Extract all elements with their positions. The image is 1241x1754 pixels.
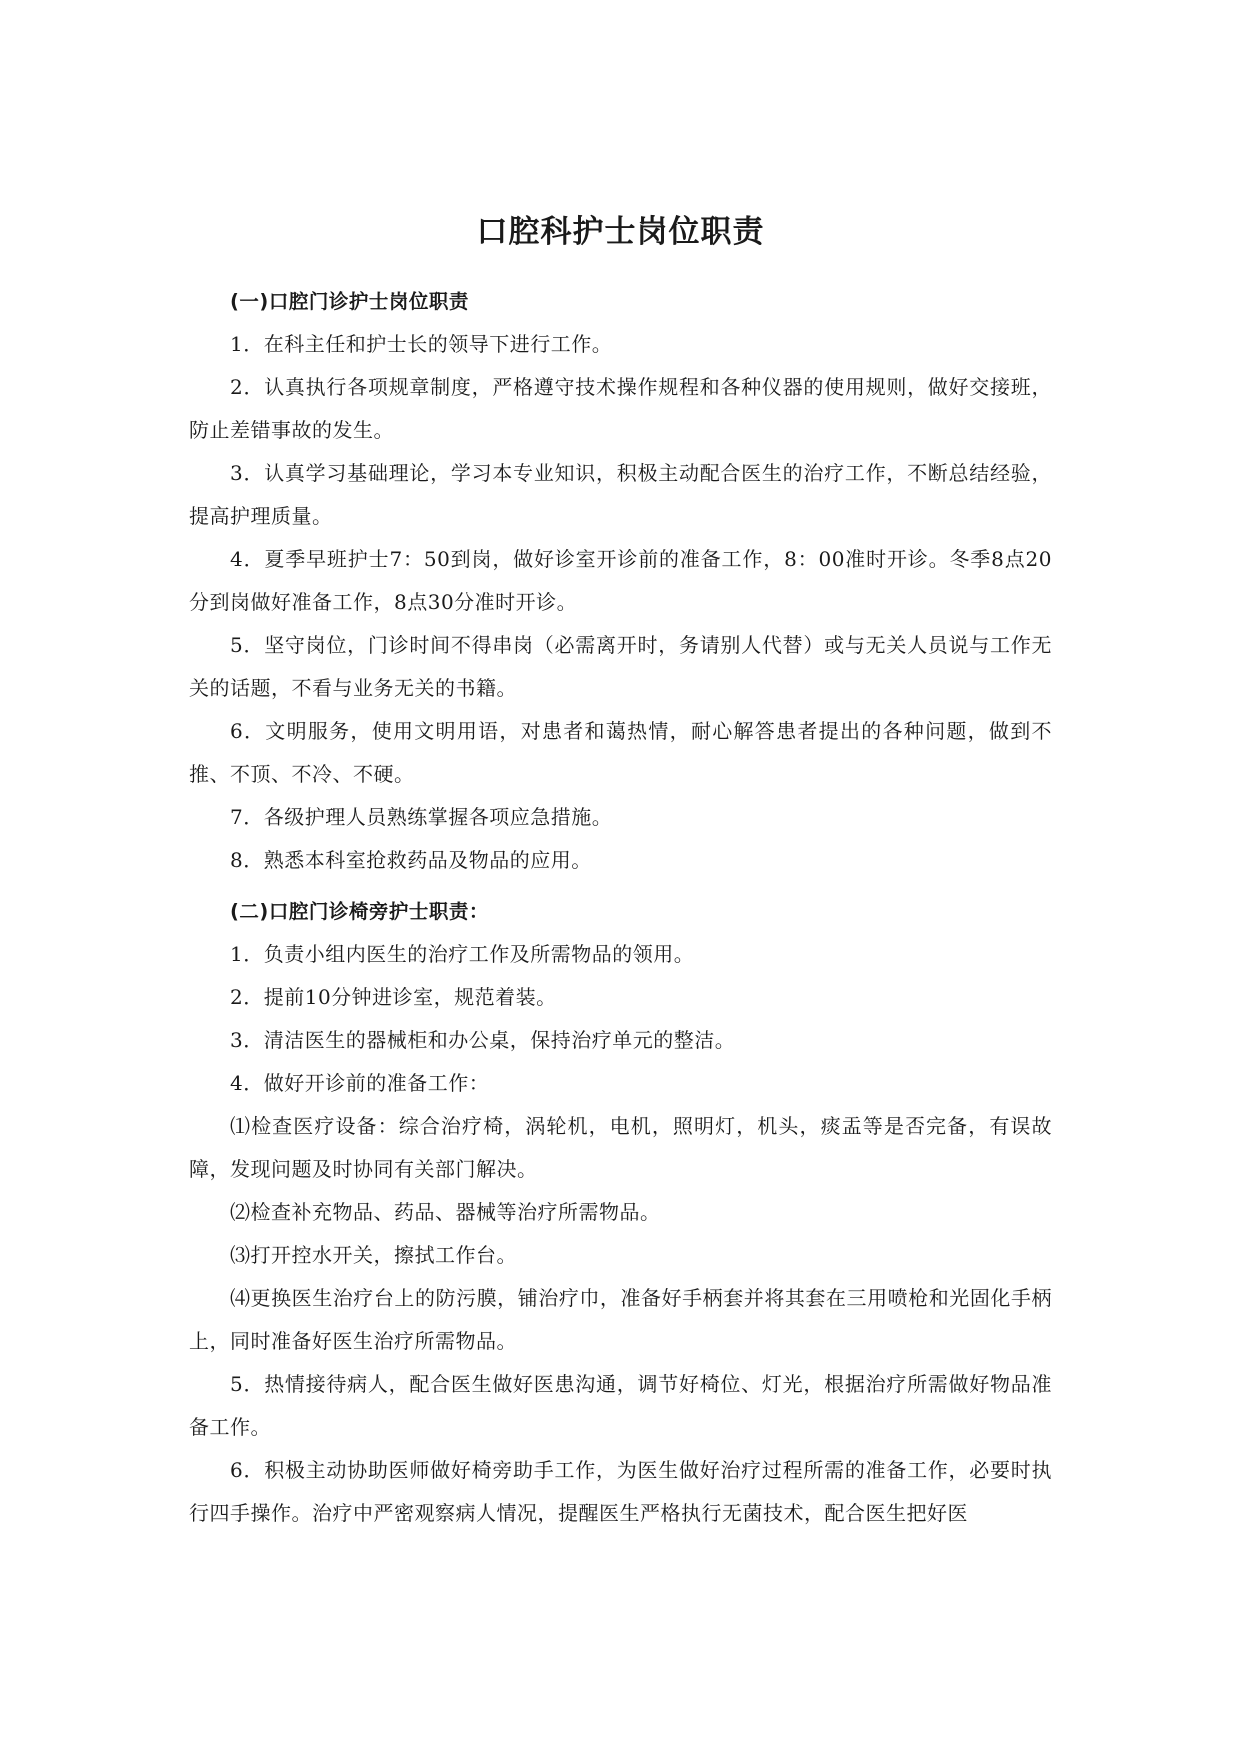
paragraph: 3．清洁医生的器械柜和办公桌，保持治疗单元的整洁。 [230,1028,736,1052]
paragraph: 2．认真执行各项规章制度，严格遵守技术操作规程和各种仪器的使用规则，做好交接班，防止差错事故的发生。 [189,375,1052,442]
paragraph: ⑶打开控水开关，擦拭工作台。 [230,1243,517,1267]
paragraph: 1．在科主任和护士长的领导下进行工作。 [230,332,613,356]
section-heading-chairside-nurse: (二)口腔门诊椅旁护士职责： [230,900,489,923]
paragraph: 3．认真学习基础理论，学习本专业知识，积极主动配合医生的治疗工作，不断总结经验，提高护理质量。 [189,461,1052,528]
paragraph: ⑷更换医生治疗台上的防污膜，铺治疗巾，准备好手柄套并将其套在三用喷枪和光固化手柄上，同时准备好医生治疗所需物品。 [189,1286,1052,1353]
paragraph: 4．做好开诊前的准备工作： [230,1071,490,1095]
paragraph: 5．坚守岗位，门诊时间不得串岗（必需离开时，务请别人代替）或与无关人员说与工作无关的话题，不看与业务无关的书籍。 [189,633,1052,700]
document-body [189,280,1052,1535]
paragraph: ⑴检查医疗设备：综合治疗椅，涡轮机，电机，照明灯，机头，痰盂等是否完备，有误故障，发现问题及时协同有关部门解决。 [189,1114,1052,1181]
document-title: 口腔科护士岗位职责 [476,214,765,250]
paragraph: 1．负责小组内医生的治疗工作及所需物品的领用。 [230,942,695,966]
paragraph: 5．热情接待病人，配合医生做好医患沟通，调节好椅位、灯光，根据治疗所需做好物品准备工作。 [189,1372,1052,1439]
paragraph: 7．各级护理人员熟练掌握各项应急措施。 [230,805,613,829]
paragraph: 4．夏季早班护士7：50到岗，做好诊室开诊前的准备工作，8：00准时开诊。冬季8点20分到岗做好准备工作，8点30分准时开诊。 [189,547,1052,614]
paragraph: 2．提前10分钟进诊室，规范着装。 [230,985,557,1009]
section-heading-outpatient-nurse: (一)口腔门诊护士岗位职责 [230,290,469,313]
paragraph: 8．熟悉本科室抢救药品及物品的应用。 [230,848,592,872]
paragraph: ⑵检查补充物品、药品、器械等治疗所需物品。 [230,1200,661,1224]
paragraph: 6．积极主动协助医师做好椅旁助手工作，为医生做好治疗过程所需的准备工作，必要时执行四手操作。治疗中严密观察病人情况，提醒医生严格执行无菌技术，配合医生把好医 [189,1458,1052,1525]
paragraph: 6．文明服务，使用文明用语，对患者和蔼热情，耐心解答患者提出的各种问题，做到不推、不顶、不冷、不硬。 [189,719,1052,786]
